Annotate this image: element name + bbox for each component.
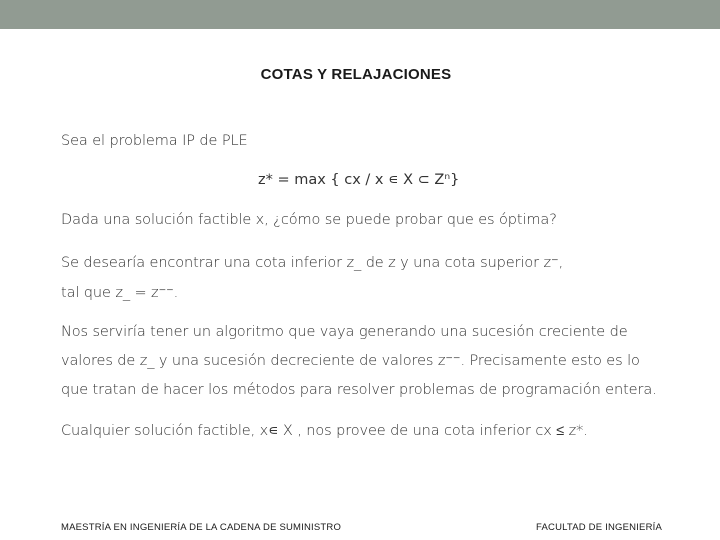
footer-program-name: MAESTRÍA EN INGENIERÍA DE LA CADENA DE SUMINISTRO [61,522,342,533]
paragraph-algorithm-line3: que tratan de hacer los métodos para resolver problemas de programación entera. [61,382,657,398]
slide-title: COTAS Y RELAJACIONES [260,66,452,83]
intro-text: Sea el problema IP de PLE [61,133,248,149]
paragraph-bounds-line2: tal que z_ = z⁻⁻. [61,285,179,301]
paragraph-bounds-line1: Se desearía encontrar una cota inferior z_ de z y una cota superior z⁻, [61,255,564,271]
top-decorative-band [0,0,720,29]
paragraph-algorithm-line1: Nos serviría tener un algoritmo que vaya generando una sucesión creciente de [61,324,628,340]
footer-faculty-name: FACULTAD DE INGENIERÍA [536,522,662,533]
paragraph-algorithm-line2: valores de z_ y una sucesión decreciente de valores z⁻⁻. Precisamente esto es lo [61,353,640,369]
objective-formula: z* = max { cx / x ∊ X ⊂ Zⁿ} [258,172,460,188]
paragraph-question: Dada una solución factible x, ¿cómo se puede probar que es óptima? [61,212,557,228]
paragraph-feasible-solution: Cualquier solución factible, x∊ X , nos provee de una cota inferior cx ≤ z*. [61,423,588,439]
